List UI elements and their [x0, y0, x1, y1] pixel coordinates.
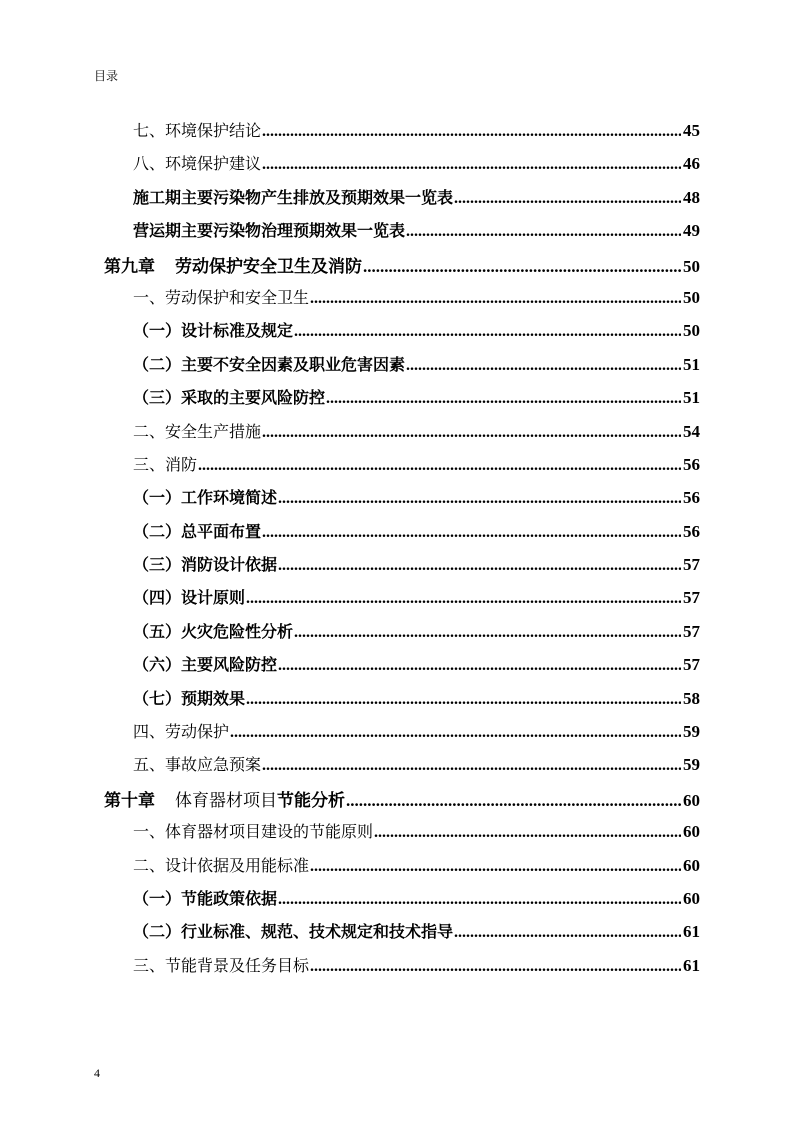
toc-entry[interactable]: [104, 185, 700, 218]
toc-entry[interactable]: [104, 853, 700, 886]
toc-leader-dots: [278, 891, 681, 909]
toc-leader-dots: [294, 624, 681, 642]
toc-page-number: 60: [683, 888, 700, 908]
toc-chapter-title-prefix: 体育器材项目: [175, 790, 277, 811]
toc-entry-title: 一、体育器材项目建设的节能原则: [133, 822, 374, 842]
toc-entry[interactable]: [104, 485, 700, 518]
toc-entry[interactable]: [104, 452, 700, 485]
toc-entry[interactable]: [104, 752, 700, 785]
toc-page-number: 56: [683, 454, 700, 474]
toc-leader-dots: [262, 424, 681, 442]
toc-leader-dots: [406, 357, 681, 375]
toc-entry-title: （二）总平面布置: [133, 521, 262, 541]
toc-entry-title: 八、环境保护建议: [133, 154, 262, 174]
toc-page-number: 59: [683, 722, 700, 742]
toc-page-number: 59: [683, 755, 700, 775]
toc-entry-title: （四）设计原则: [133, 588, 246, 608]
toc-page-number: 51: [683, 388, 700, 408]
toc-leader-dots: [230, 724, 681, 742]
toc-leader-dots: [310, 290, 681, 308]
toc-entry[interactable]: [104, 919, 700, 952]
toc-leader-dots: [310, 958, 681, 976]
toc-entry-title: 三、消防: [133, 454, 198, 474]
toc-entry-title: （二）主要不安全因素及职业危害因素: [133, 354, 406, 374]
toc-leader-dots: [454, 924, 681, 942]
toc-page-number: 56: [683, 521, 700, 541]
toc-entry-title: 营运期主要污染物治理预期效果一览表: [133, 221, 406, 241]
toc-leader-dots: [262, 757, 681, 775]
toc-page-number: 48: [683, 187, 700, 207]
toc-chapter-number: 第十章: [104, 790, 155, 811]
toc-entry[interactable]: [104, 552, 700, 585]
toc-leader-dots: [262, 156, 681, 174]
toc-leader-dots: [454, 190, 681, 208]
toc-entry-title: 五、事故应急预案: [133, 755, 262, 775]
toc-entry-title: （三）采取的主要风险防控: [133, 388, 326, 408]
toc-entry[interactable]: [104, 285, 700, 318]
toc-entry[interactable]: [104, 218, 700, 251]
toc-entry[interactable]: [104, 719, 700, 752]
table-of-contents: [104, 118, 700, 986]
toc-entry[interactable]: [104, 819, 700, 852]
toc-entry[interactable]: [104, 786, 700, 819]
toc-leader-dots: [406, 223, 681, 241]
toc-entry-title: （一）工作环境简述: [133, 488, 278, 508]
toc-entry[interactable]: [104, 318, 700, 351]
toc-entry-title: 四、劳动保护: [133, 722, 230, 742]
toc-chapter-title: 劳动保护安全卫生及消防: [175, 256, 362, 277]
toc-page-number: 45: [683, 121, 700, 140]
toc-leader-dots: [198, 457, 681, 475]
toc-entry[interactable]: [104, 385, 700, 418]
toc-entry-title: （二）行业标准、规范、技术规定和技术指导: [133, 922, 454, 942]
toc-page-number: 51: [683, 354, 700, 374]
toc-entry[interactable]: [104, 352, 700, 385]
toc-entry-title: （一）设计标准及规定: [133, 321, 294, 341]
toc-leader-dots: [374, 824, 681, 842]
toc-page-number: 61: [683, 955, 700, 975]
toc-leader-dots: [246, 691, 681, 709]
toc-entry-title: 一、劳动保护和安全卫生: [133, 287, 310, 307]
toc-entry[interactable]: [104, 686, 700, 719]
toc-entry[interactable]: [104, 652, 700, 685]
toc-leader-dots: [246, 590, 681, 608]
toc-entry[interactable]: [104, 252, 700, 285]
toc-page-number: 57: [683, 588, 700, 608]
toc-entry[interactable]: [104, 585, 700, 618]
toc-page-number: 50: [683, 256, 700, 276]
toc-entry-title: （三）消防设计依据: [133, 555, 278, 575]
toc-page-number: 58: [683, 688, 700, 708]
toc-leader-dots: [310, 858, 681, 876]
toc-entry-title: [104, 786, 345, 811]
toc-page-number: 57: [683, 655, 700, 675]
toc-entry-title: （一）节能政策依据: [133, 888, 278, 908]
toc-entry[interactable]: [104, 886, 700, 919]
toc-page-number: 60: [683, 790, 700, 810]
toc-page-number: 57: [683, 555, 700, 575]
toc-entry-title: [104, 252, 362, 277]
toc-entry-title: （六）主要风险防控: [133, 655, 278, 675]
toc-page-number: 50: [683, 321, 700, 341]
toc-page-number: 54: [683, 421, 700, 441]
toc-leader-dots: [326, 390, 681, 408]
toc-leader-dots: [278, 657, 681, 675]
toc-leader-dots: [262, 524, 681, 542]
toc-chapter-number: 第九章: [104, 256, 155, 277]
toc-page-number: 56: [683, 488, 700, 508]
toc-entry-title: 施工期主要污染物产生排放及预期效果一览表: [133, 187, 454, 207]
toc-leader-dots: [262, 123, 681, 141]
toc-leader-dots: [346, 791, 681, 811]
toc-entry-title: （五）火灾危险性分析: [133, 621, 294, 641]
toc-page-number: 61: [683, 922, 700, 942]
toc-chapter-title: 节能分析: [277, 790, 345, 811]
page-header: 目录: [94, 69, 119, 83]
toc-entry[interactable]: [104, 953, 700, 986]
toc-leader-dots: [294, 323, 681, 341]
toc-entry-title: 三、节能背景及任务目标: [133, 955, 310, 975]
toc-entry[interactable]: [104, 619, 700, 652]
toc-entry[interactable]: [104, 419, 700, 452]
toc-page-number: 50: [683, 287, 700, 307]
toc-page-number: 60: [683, 822, 700, 842]
toc-entry-title: （七）预期效果: [133, 688, 246, 708]
toc-entry[interactable]: [104, 118, 700, 151]
toc-leader-dots: [363, 257, 681, 277]
toc-page-number: 57: [683, 621, 700, 641]
toc-entry[interactable]: [104, 151, 700, 184]
toc-leader-dots: [278, 557, 681, 575]
toc-entry-title: 七、环境保护结论: [133, 121, 262, 140]
toc-page-number: 60: [683, 855, 700, 875]
toc-page-number: 49: [683, 221, 700, 241]
toc-page-number: 46: [683, 154, 700, 174]
page-number: 4: [94, 1066, 100, 1080]
toc-entry-title: 二、设计依据及用能标准: [133, 855, 310, 875]
toc-leader-dots: [278, 490, 681, 508]
toc-entry-title: 二、安全生产措施: [133, 421, 262, 441]
toc-entry[interactable]: [104, 519, 700, 552]
